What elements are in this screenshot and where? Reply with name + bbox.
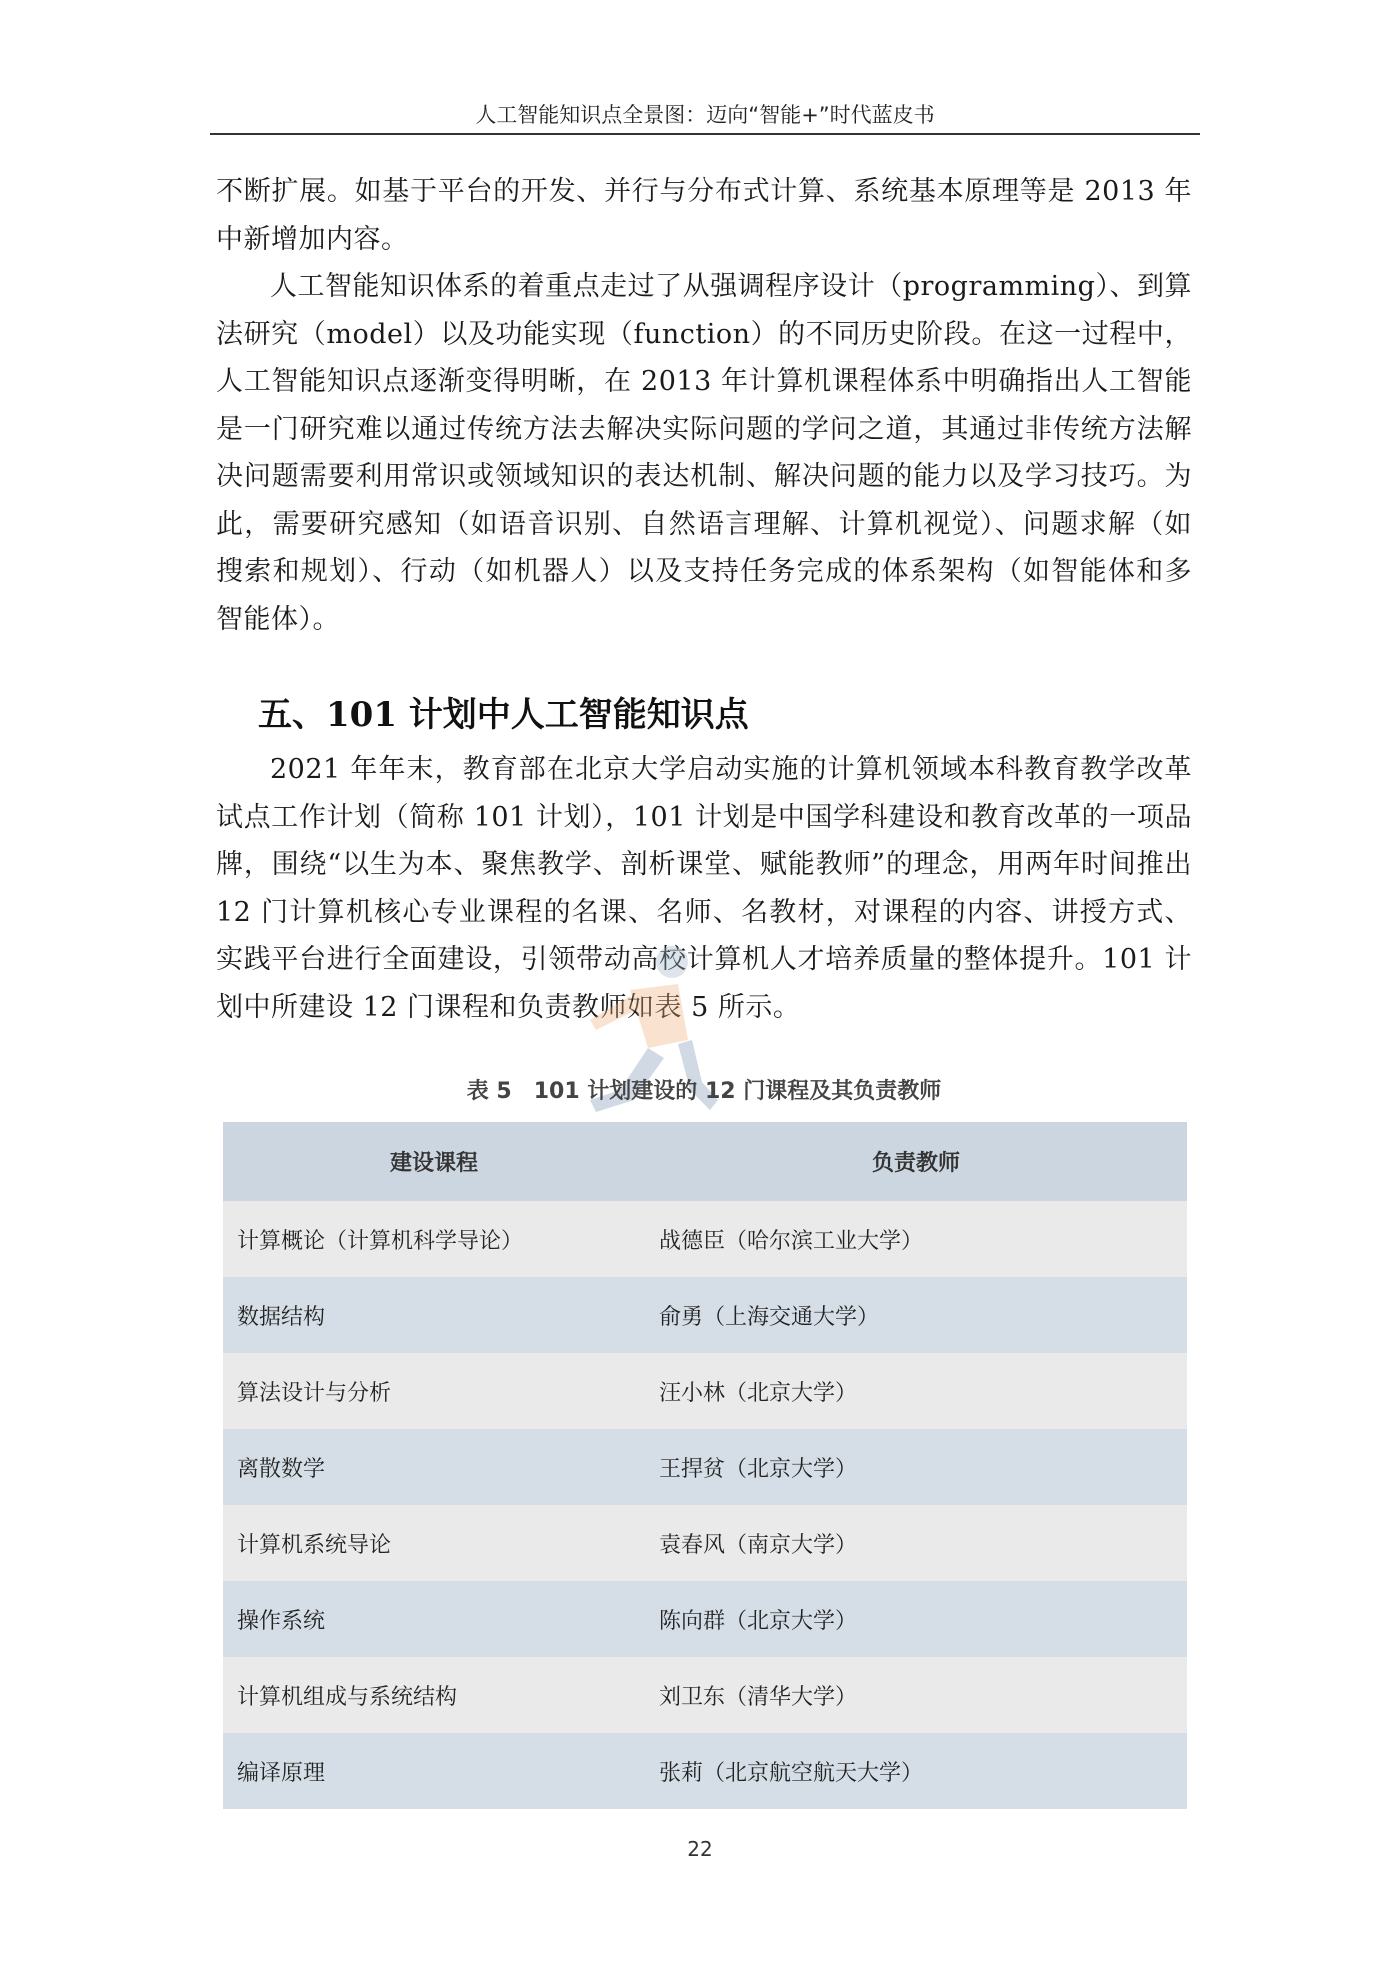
course-table [223, 1122, 1187, 1809]
table-row [223, 1277, 1187, 1353]
page-number: 22 [687, 1837, 713, 1861]
table-caption: 表 5 101 计划建设的 12 门课程及其负责教师 [466, 1079, 942, 1104]
header-teacher: 负责教师 [645, 1122, 1187, 1201]
course-cell: 数据结构 [223, 1277, 645, 1353]
teacher-cell: 战德臣（哈尔滨工业大学） [645, 1201, 1187, 1277]
table-row [223, 1201, 1187, 1277]
table-row [223, 1505, 1187, 1581]
teacher-cell: 袁春风（南京大学） [645, 1505, 1187, 1581]
teacher-cell: 王捍贫（北京大学） [645, 1429, 1187, 1505]
table-row [223, 1429, 1187, 1505]
header-course: 建设课程 [223, 1122, 645, 1201]
teacher-cell: 俞勇（上海交通大学） [645, 1277, 1187, 1353]
table-row [223, 1353, 1187, 1429]
paragraph-ai-knowledge-system: 人工智能知识体系的着重点走过了从强调程序设计（programming）、到算法研究（model）以及功能实现（function）的不同历史阶段。在这一过程中，人工智能知识点逐渐变得明晰，在 2013 年计算机课程体系中明确指出人工智能是一门研究难以通过传统方法去解决实际问题的学问之道，其通过非传统方法解决问题需要利用常识或领域知识的表达机制、解决问题的能力以及学习技巧。为此，需要研究感知（如语音识别、自然语言理解、计算机视觉）、问题求解（如搜索和规划）、行动（如机器人）以及支持任务完成的体系架构（如智能体和多智能体）。 [216, 271, 1192, 635]
teacher-cell: 张莉（北京航空航天大学） [645, 1733, 1187, 1809]
teacher-cell: 陈向群（北京大学） [645, 1581, 1187, 1657]
course-cell: 离散数学 [223, 1429, 645, 1505]
table-row [223, 1733, 1187, 1809]
paragraph-101-plan: 2021 年年末，教育部在北京大学启动实施的计算机领域本科教育教学改革试点工作计划（简称 101 计划），101 计划是中国学科建设和教育改革的一项品牌，围绕“以生为本、聚焦教学、剖析课堂、赋能教师”的理念，用两年时间推出 12 门计算机核心专业课程的名课、名师、名教材，对课程的内容、讲授方式、实践平台进行全面建设，引领带动高校计算机人才培养质量的整体提升。101 计划中所建设 12 门课程和负责教师如表 5 所示。 [216, 754, 1192, 1023]
running-header: 人工智能知识点全景图：迈向“智能+”时代蓝皮书 [475, 103, 935, 127]
table-header-row [223, 1122, 1187, 1201]
course-cell: 计算机组成与系统结构 [223, 1657, 645, 1733]
course-cell: 编译原理 [223, 1733, 645, 1809]
course-cell: 计算机系统导论 [223, 1505, 645, 1581]
table-row [223, 1657, 1187, 1733]
teacher-cell: 汪小林（北京大学） [645, 1353, 1187, 1429]
course-cell: 计算概论（计算机科学导论） [223, 1201, 645, 1277]
course-cell: 算法设计与分析 [223, 1353, 645, 1429]
section-heading: 五、101 计划中人工智能知识点 [258, 695, 749, 735]
teacher-cell: 刘卫东（清华大学） [645, 1657, 1187, 1733]
paragraph-continuation: 不断扩展。如基于平台的开发、并行与分布式计算、系统基本原理等是 2013 年中新增加内容。 [216, 176, 1192, 255]
table-row [223, 1581, 1187, 1657]
header-rule [210, 133, 1200, 135]
course-cell: 操作系统 [223, 1581, 645, 1657]
